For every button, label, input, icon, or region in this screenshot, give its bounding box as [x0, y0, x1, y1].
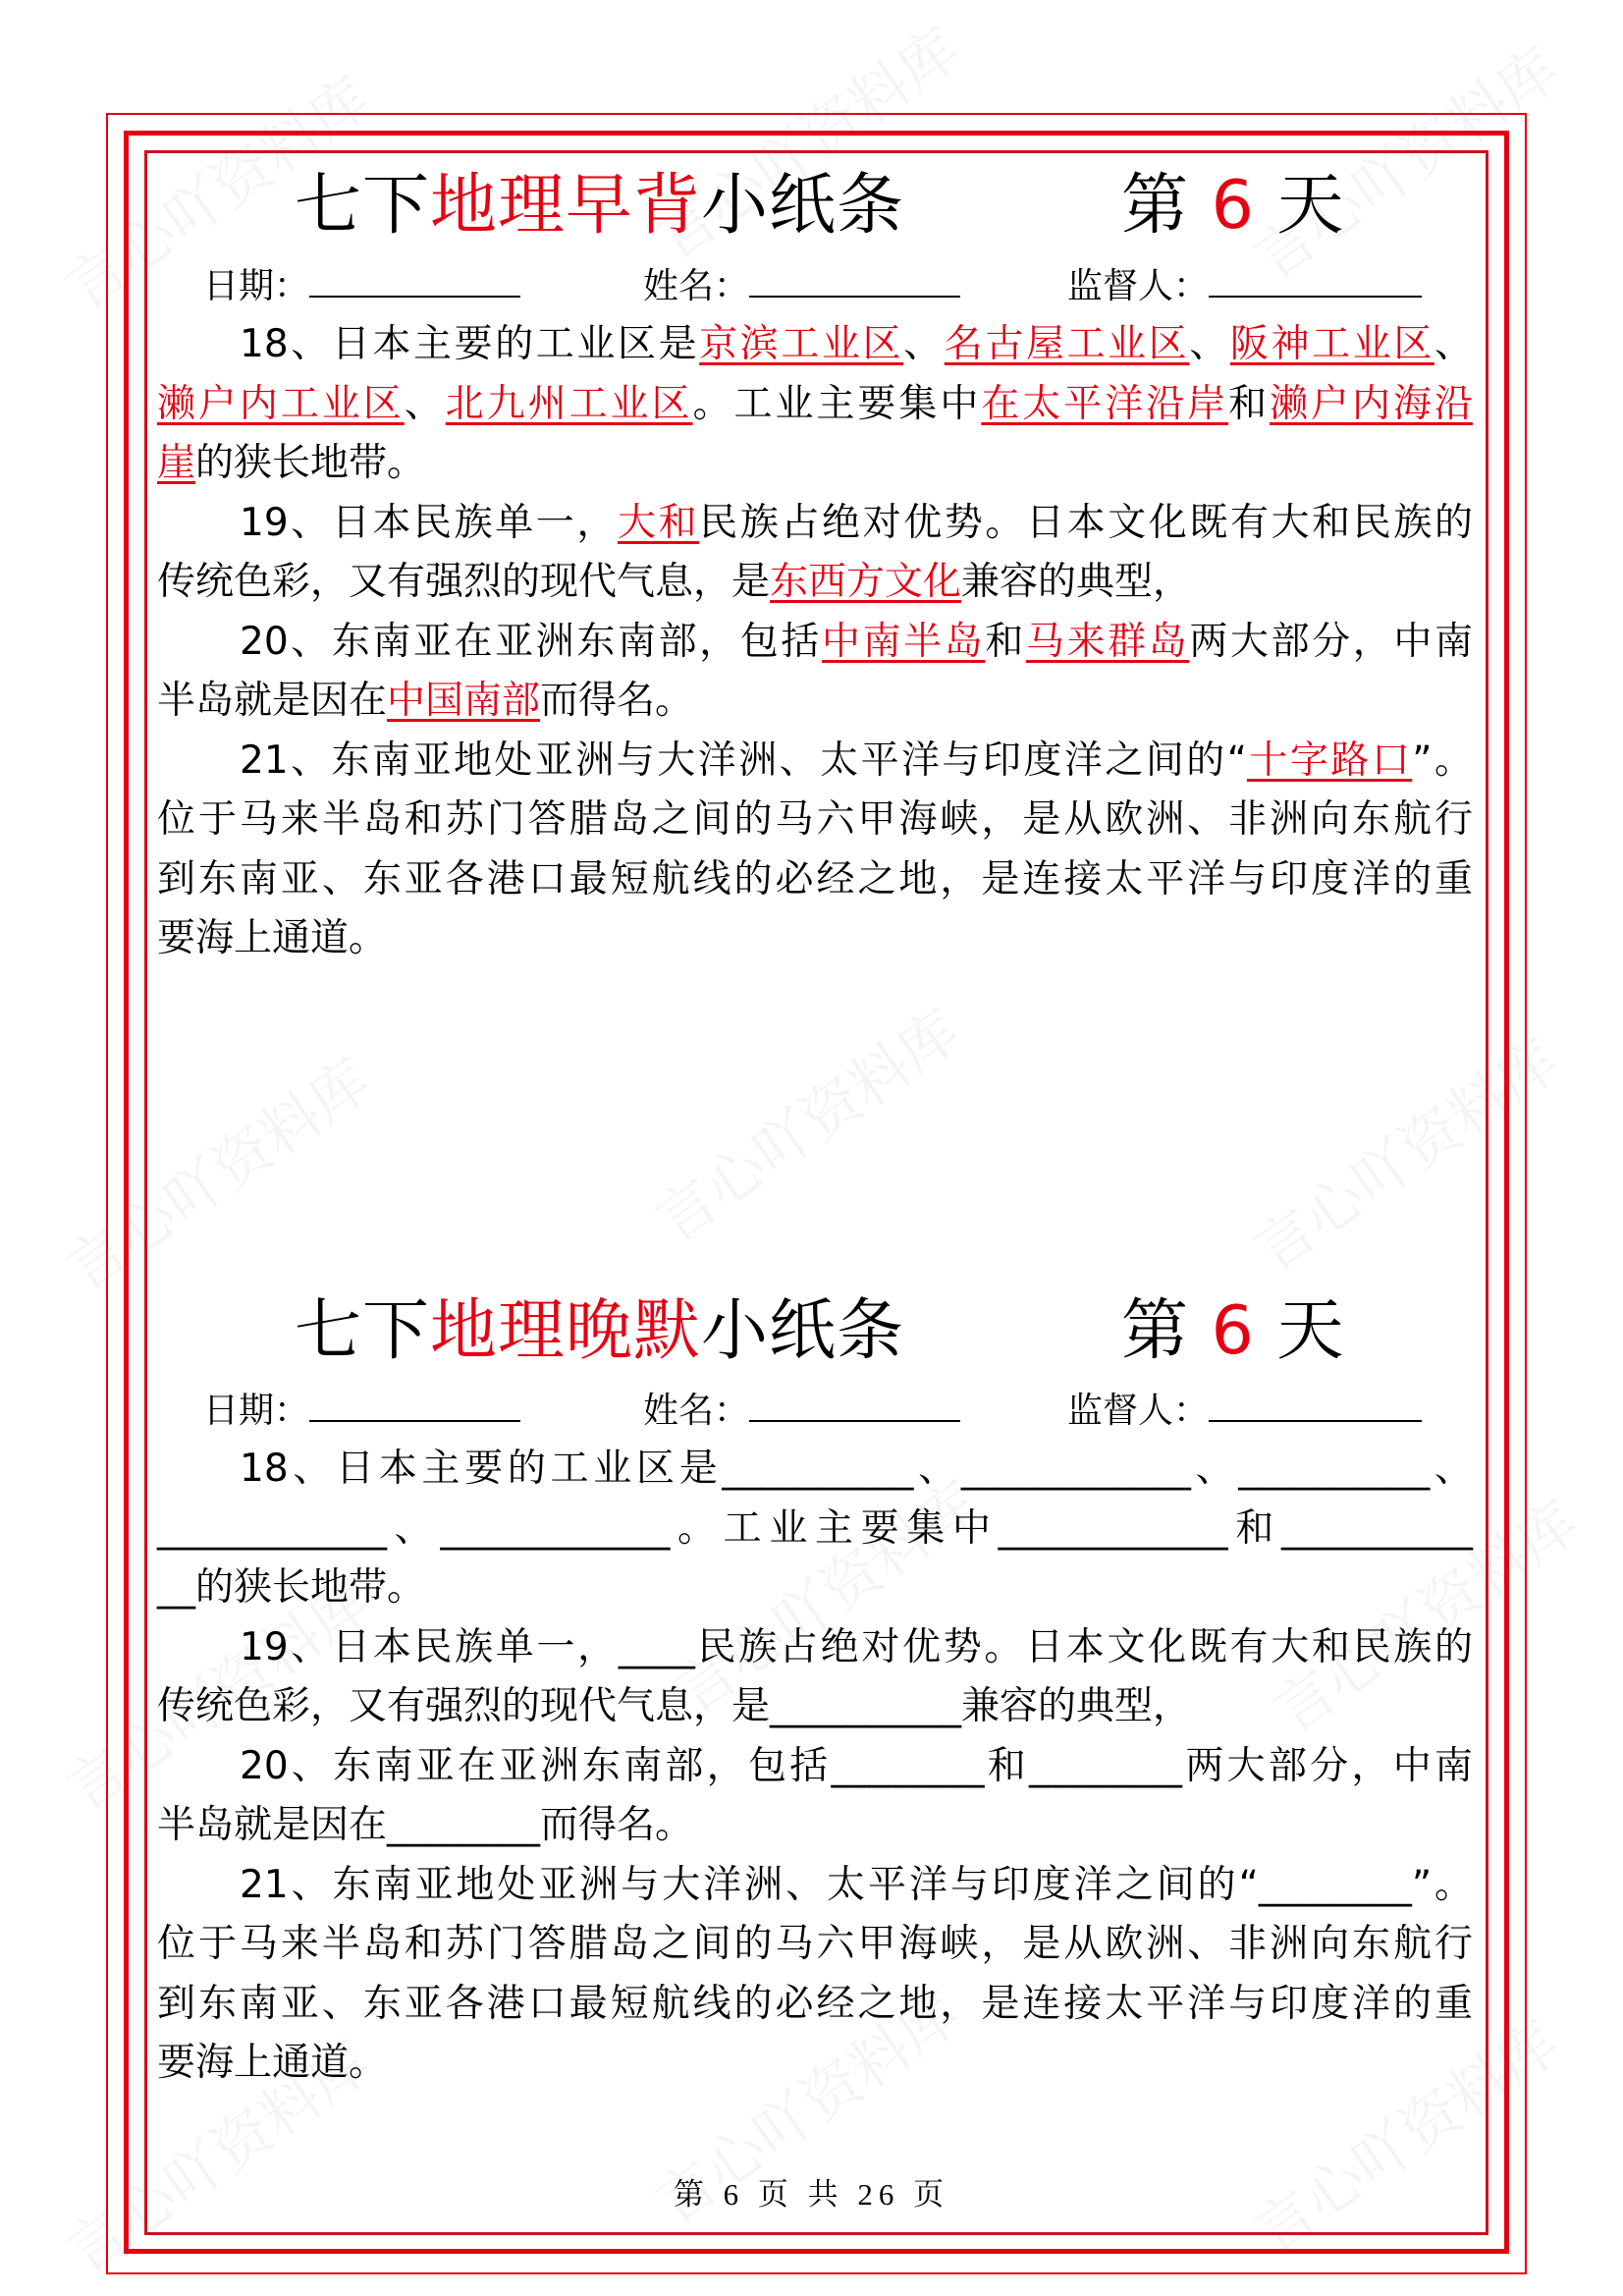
day-label [1121, 1292, 1345, 1371]
answer-text: 北九州工业区 [445, 381, 693, 426]
body-text: 21、东南亚地处亚洲与大洋洲、太平洋与印度洋之间的“________”。 [240, 1862, 1473, 1907]
day-number: 6 [1211, 1292, 1255, 1370]
text-line [157, 1796, 1473, 1855]
answer-text: 阪神工业区 [1229, 322, 1434, 366]
body-text: 、 [1189, 322, 1230, 366]
day-prefix: 第 [1121, 1292, 1190, 1370]
title-suffix: 小纸条 [701, 167, 905, 245]
day-number: 6 [1211, 167, 1255, 245]
text-line [157, 553, 1473, 612]
supervisor-label: 监督人： [1067, 1391, 1210, 1431]
body-text: 19、日本民族单一， [240, 500, 619, 545]
body-text: 、 [903, 322, 945, 366]
text-line [157, 2034, 1473, 2093]
answer-text: 中国南部 [387, 679, 541, 723]
body-text: __的狭长地带。 [157, 1565, 426, 1610]
text-line [240, 1440, 1473, 1499]
name-label: 姓名： [643, 1391, 750, 1431]
date-label: 日期： [203, 266, 310, 306]
supervisor-field[interactable] [1067, 265, 1422, 308]
body-text: 位于马来半岛和苏门答腊岛之间的马六甲海峡，是从欧洲、非洲向东航行 [157, 797, 1473, 842]
body-text: 21、东南亚地处亚洲与大洋洲、太平洋与印度洋之间的“ [240, 738, 1247, 783]
answer-text: 京滨工业区 [699, 322, 904, 366]
body-text: 两大部分，中南 [1189, 619, 1473, 664]
text-line [240, 315, 1473, 374]
answer-text: 名古屋工业区 [944, 322, 1190, 366]
text-line [240, 1856, 1473, 1915]
title-prefix: 七下 [295, 167, 431, 245]
body-text: 、 [1434, 322, 1473, 366]
supervisor-field[interactable] [1067, 1390, 1422, 1433]
body-text: 19、日本民族单一，____民族占绝对优势。日本文化既有大和民族的 [240, 1624, 1473, 1669]
text-line [240, 494, 1473, 553]
body-text: 。工业主要集中 [692, 381, 982, 426]
text-line [157, 375, 1473, 434]
day-prefix: 第 [1121, 167, 1190, 245]
answer-text: 在太平洋沿岸 [981, 381, 1229, 426]
body-text: 半岛就是因在 [157, 679, 388, 723]
body-text: ”。 [1412, 738, 1473, 783]
text-line [157, 1915, 1473, 1974]
day-suffix: 天 [1276, 1292, 1345, 1370]
body-text: 而得名。 [540, 679, 694, 723]
answer-text: 东西方文化 [770, 560, 962, 604]
answer-text: 十字路口 [1246, 738, 1413, 783]
body-text: 传统色彩，又有强烈的现代气息，是 [157, 560, 771, 604]
text-line [157, 1975, 1473, 2034]
name-field[interactable] [643, 265, 960, 308]
day-label [1121, 167, 1345, 246]
day-suffix: 天 [1276, 167, 1345, 245]
text-line [157, 850, 1473, 909]
answer-text: 濑户内海沿 [1270, 381, 1473, 426]
answer-text: 马来群岛 [1025, 619, 1190, 664]
answer-text: 中南半岛 [821, 619, 986, 664]
body-text: 、 [404, 381, 446, 426]
text-line [157, 434, 1473, 493]
evening-title [295, 1292, 1345, 1371]
name-field[interactable] [643, 1390, 960, 1433]
text-line [240, 1618, 1473, 1677]
text-line [157, 791, 1473, 849]
text-line [157, 909, 1473, 968]
body-text: 的狭长地带。 [195, 441, 426, 485]
text-line [240, 1737, 1473, 1796]
body-text: 18、日本主要的工业区是__________、____________、__________、 [240, 1447, 1473, 1491]
body-text: 要海上通道。 [157, 916, 388, 960]
body-text: 和 [985, 619, 1026, 664]
title-prefix: 七下 [295, 1292, 431, 1370]
morning-title [295, 167, 1345, 246]
body-text: 民族占绝对优势。日本文化既有大和民族的 [699, 500, 1473, 545]
date-field[interactable] [203, 265, 520, 308]
body-text: 兼容的典型， [961, 560, 1192, 604]
body-text: 到东南亚、东亚各港口最短航线的必经之地，是连接太平洋与印度洋的重 [157, 1981, 1473, 2026]
page-number: 第 6 页 共 26 页 [673, 2177, 950, 2212]
body-text: 和 [1228, 381, 1271, 426]
body-text: 位于马来半岛和苏门答腊岛之间的马六甲海峡，是从欧洲、非洲向东航行 [157, 1922, 1473, 1966]
answer-text: 濑户内工业区 [157, 381, 405, 426]
body-text: 18、日本主要的工业区是 [240, 322, 700, 366]
text-line [157, 1558, 1473, 1617]
body-text: 传统色彩，又有强烈的现代气息，是__________兼容的典型， [157, 1684, 1192, 1728]
supervisor-label: 监督人： [1067, 266, 1210, 306]
text-line [157, 1500, 1473, 1558]
title-suffix: 小纸条 [701, 1292, 905, 1370]
title-highlight: 地理晚默 [430, 1292, 702, 1370]
body-text: 半岛就是因在________而得名。 [157, 1803, 694, 1847]
body-text: 20、东南亚在亚洲东南部，包括 [240, 619, 822, 664]
body-text: ____________、____________。工业主要集中____________和__________ [157, 1505, 1473, 1551]
title-highlight: 地理早背 [430, 167, 702, 245]
text-line [240, 613, 1473, 672]
date-label: 日期： [203, 1391, 310, 1431]
text-line [157, 672, 1473, 731]
text-line [240, 732, 1473, 791]
date-field[interactable] [203, 1390, 520, 1433]
answer-text: 大和 [618, 500, 700, 545]
body-text: 要海上通道。 [157, 2041, 388, 2085]
text-line [157, 1677, 1473, 1736]
body-text: 20、东南亚在亚洲东南部，包括________和________两大部分，中南 [240, 1743, 1473, 1788]
name-label: 姓名： [643, 266, 750, 306]
body-text: 到东南亚、东亚各港口最短航线的必经之地，是连接太平洋与印度洋的重 [157, 856, 1473, 902]
answer-text: 崖 [157, 441, 196, 485]
